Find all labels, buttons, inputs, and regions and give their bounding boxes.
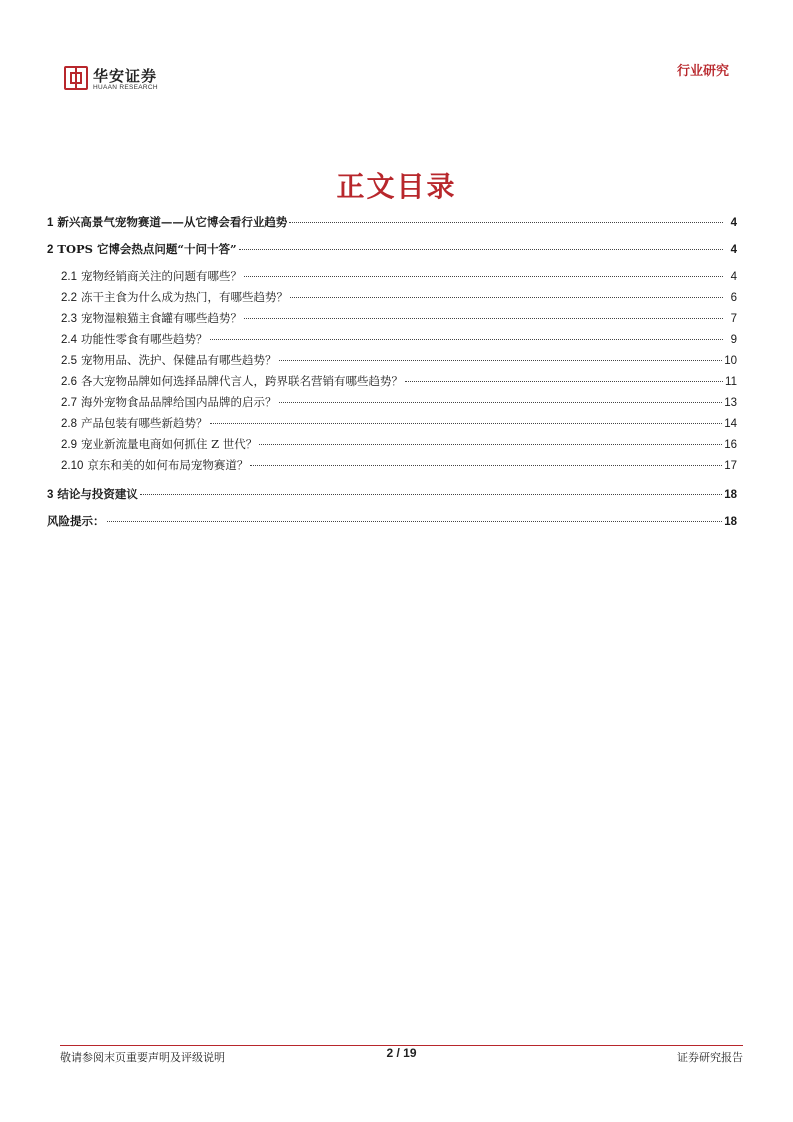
toc-entry-page: 9 xyxy=(730,334,737,346)
toc-dot-leader xyxy=(405,381,723,382)
toc-entry-page: 13 xyxy=(724,397,737,409)
toc-entry[interactable] xyxy=(47,310,737,331)
toc-entry-page: 10 xyxy=(724,355,737,367)
toc-entry-page: 18 xyxy=(724,489,737,501)
toc-entry[interactable] xyxy=(47,268,737,289)
toc-entry-text: 各大宠物品牌如何选择品牌代言人，跨界联名营销有哪些趋势？ xyxy=(81,374,403,388)
toc-entry[interactable] xyxy=(47,436,737,457)
logo-seal-icon xyxy=(64,66,88,90)
toc-entry-number: 2.6 xyxy=(61,376,77,388)
toc-entry-text: 宠物用品、洗护、保健品有哪些趋势？ xyxy=(81,353,277,367)
page-header xyxy=(0,0,793,100)
toc-dot-leader xyxy=(259,444,722,445)
toc-entry-page: 4 xyxy=(730,217,737,229)
toc-entry-number: 2.5 xyxy=(61,355,77,367)
toc-entry-text: 宠物经销商关注的问题有哪些？ xyxy=(81,269,242,283)
toc-entry-page: 4 xyxy=(730,244,737,256)
toc-dot-leader xyxy=(279,402,723,403)
toc-entry[interactable] xyxy=(47,415,737,436)
toc-entry-page: 18 xyxy=(724,516,737,528)
toc-entry-page: 6 xyxy=(730,292,737,304)
toc-dot-leader xyxy=(210,423,723,424)
toc-entry-text: 结论与投资建议 xyxy=(57,487,138,501)
toc-entry-text: 宠物湿粮猫主食罐有哪些趋势？ xyxy=(81,311,242,325)
report-type-label: 行业研究 xyxy=(676,64,729,79)
toc-dot-leader xyxy=(244,276,723,277)
toc-entry[interactable] xyxy=(47,331,737,352)
toc-entry-number: 2.10 xyxy=(61,460,84,472)
logo-chinese-name: 华安证券 xyxy=(93,67,158,85)
toc-entry-text: 产品包装有哪些新趋势？ xyxy=(81,416,208,430)
toc-entry[interactable] xyxy=(47,352,737,373)
toc-entry-page: 4 xyxy=(730,271,737,283)
toc-entry[interactable] xyxy=(47,513,737,534)
toc-dot-leader xyxy=(244,318,723,319)
toc-title: 正文目录 xyxy=(336,170,457,203)
toc-entry[interactable] xyxy=(47,486,737,507)
toc-entry-text: 风险提示： xyxy=(47,514,105,528)
footer-doc-type: 证券研究报告 xyxy=(677,1051,743,1064)
toc-entry-page: 11 xyxy=(725,376,737,388)
toc-entry-number: 2.3 xyxy=(61,313,77,325)
toc-dot-leader xyxy=(290,297,723,298)
logo-english-name: HUAAN RESEARCH xyxy=(93,84,158,91)
toc-entry[interactable] xyxy=(47,373,737,394)
toc-entry[interactable] xyxy=(47,457,737,478)
toc-entry-number: 2.9 xyxy=(61,439,77,451)
toc-dot-leader xyxy=(107,521,723,522)
toc-entry-number: 2 xyxy=(47,244,54,256)
table-of-contents xyxy=(47,214,737,534)
company-logo xyxy=(64,64,164,96)
toc-entry[interactable] xyxy=(47,289,737,310)
footer-disclaimer: 敬请参阅末页重要声明及评级说明 xyxy=(60,1051,225,1064)
toc-entry-number: 2.8 xyxy=(61,418,77,430)
toc-entry-number: 2.4 xyxy=(61,334,77,346)
toc-dot-leader xyxy=(250,465,722,466)
toc-dot-leader xyxy=(239,249,723,250)
toc-entry-text: 海外宠物食品品牌给国内品牌的启示？ xyxy=(81,395,277,409)
toc-entry[interactable] xyxy=(47,394,737,415)
toc-entry-page: 17 xyxy=(724,460,737,472)
toc-dot-leader xyxy=(279,360,723,361)
toc-entry-number: 3 xyxy=(47,489,54,501)
toc-entry-text: 宠业新流量电商如何抓住 Z 世代？ xyxy=(81,437,258,451)
toc-entry-page: 16 xyxy=(724,439,737,451)
toc-dot-leader xyxy=(210,339,724,340)
toc-entry-number: 2.7 xyxy=(61,397,77,409)
toc-entry-page: 7 xyxy=(730,313,737,325)
toc-entry-text: 新兴高景气宠物赛道——从它博会看行业趋势 xyxy=(57,215,288,229)
toc-entry-text: 冻干主食为什么成为热门，有哪些趋势？ xyxy=(81,290,288,304)
toc-dot-leader xyxy=(140,494,722,495)
toc-entry[interactable] xyxy=(47,214,737,235)
toc-entry-text: 京东和美的如何布局宠物赛道？ xyxy=(87,458,249,472)
toc-entry-text: TOPS 它博会热点问题“十问十答” xyxy=(57,242,237,256)
toc-entry-number: 1 xyxy=(47,217,54,229)
toc-dot-leader xyxy=(289,222,723,223)
toc-entry-page: 14 xyxy=(724,418,737,430)
toc-entry[interactable] xyxy=(47,241,737,262)
toc-entry-number: 2.1 xyxy=(61,271,77,283)
toc-entry-text: 功能性零食有哪些趋势？ xyxy=(81,332,208,346)
toc-entry-number: 2.2 xyxy=(61,292,77,304)
page-number: 2 / 19 xyxy=(386,1046,417,1060)
